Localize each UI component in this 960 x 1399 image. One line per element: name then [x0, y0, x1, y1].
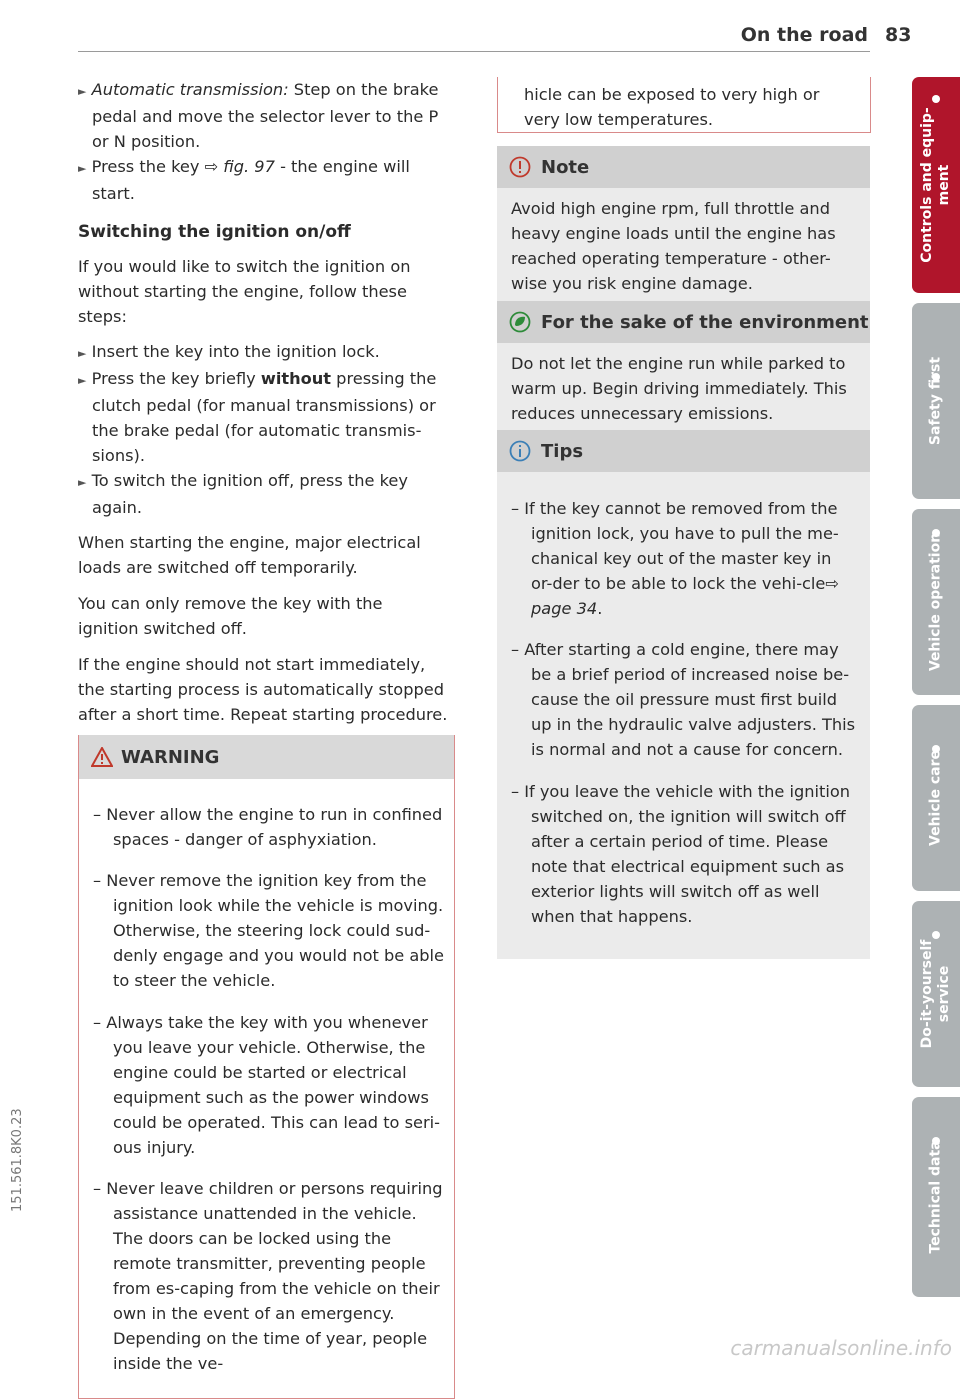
bullet-triangle-icon: ►	[78, 347, 87, 360]
left-column	[78, 77, 448, 727]
list-item: – If you leave the vehicle with the ignition switched on, the ignition will switch off after a certain period of time. Please note that electrical equipment such as exterior lights will switch off as well when that happens.	[511, 781, 851, 926]
list-item: – Always take the key with you whenever you leave your vehicle. Otherwise, the engine could be started or electrical equipment such as the power windows could be operated. This can lead to seri-ous injury.	[93, 1012, 440, 1157]
leaf-circle-icon	[509, 311, 531, 333]
header-rule	[78, 51, 870, 52]
side-tab-label: Do-it-yourself service	[919, 939, 952, 1049]
list-item: ► Automatic transmission: Step on the brake pedal and move the selector lever to the P or N position.	[78, 80, 439, 151]
environment-box	[497, 301, 870, 436]
warning-body	[79, 779, 454, 1398]
note-title: Note	[541, 156, 590, 178]
page-number: 83	[885, 24, 912, 46]
side-tab-label: Controls and equip-ment	[919, 107, 952, 263]
tips-header	[497, 430, 870, 472]
paragraph: You can only remove the key with the ignition switched off.	[78, 594, 383, 638]
warning-title: WARNING	[121, 746, 220, 768]
bullet-triangle-icon: ►	[78, 162, 87, 175]
environment-body: Do not let the engine run while parked to warm up. Begin driving immediately. This reduces unnecessary emissions.	[497, 343, 870, 436]
side-tab-label: Vehicle operation	[927, 532, 944, 672]
page-reference-link[interactable]: ⇨ page 34	[531, 574, 839, 619]
side-tab-vehicle-operation[interactable]	[912, 509, 960, 695]
list-item: – Never remove the ignition key from the ignition look while the vehicle is moving. Otherwise, the steering lock could sud-denly engage and you would not be able to steer the vehicle.	[93, 871, 445, 991]
side-tab-label: Vehicle care	[927, 750, 944, 846]
side-tab-controls[interactable]	[912, 77, 960, 293]
note-box	[497, 146, 870, 306]
note-header	[497, 146, 870, 188]
side-tab-label: Safety first	[927, 356, 944, 446]
side-tab-label: Technical data	[927, 1140, 944, 1254]
side-tab-safety[interactable]	[912, 303, 960, 499]
warning-triangle-icon	[91, 747, 113, 767]
bullet-triangle-icon: ►	[78, 476, 87, 489]
list-item: – If the key cannot be removed from the ignition lock, you have to pull the me-chanical key out of the master key in or-der to be able to lock the vehi-cle⇨ page 34.	[511, 499, 839, 619]
side-tab-vehicle-care[interactable]	[912, 705, 960, 891]
bullet-triangle-icon: ►	[78, 374, 87, 387]
paragraph: When starting the engine, major electrical loads are switched off temporarily.	[78, 533, 421, 577]
exclamation-circle-icon	[509, 156, 531, 178]
paragraph: If you would like to switch the ignition on without starting the engine, follow these steps:	[78, 257, 411, 326]
section-title: On the road	[740, 24, 868, 46]
figure-reference-link[interactable]: ⇨ fig. 97	[204, 157, 275, 176]
tips-box	[497, 430, 870, 959]
side-tab-do-it-yourself[interactable]	[912, 901, 960, 1087]
side-tab-technical-data[interactable]	[912, 1097, 960, 1297]
info-circle-icon	[509, 440, 531, 462]
warning-header	[79, 735, 454, 779]
list-item: ► Press the key briefly without pressing the clutch pedal (for manual transmissions) or the brake pedal (for automatic transmis-sions).	[78, 369, 437, 465]
list-item: – After starting a cold engine, there may be a brief period of increased noise be-cause the oil pressure must first build up in the hydraulic valve adjusters. This is normal and not a cause for concern.	[511, 640, 856, 760]
environment-title: For the sake of the environment	[541, 311, 869, 333]
warning-box	[78, 735, 455, 1399]
note-body: Avoid high engine rpm, full throttle and heavy engine loads until the engine has reached operating temperature - other-wise you risk engine damage.	[497, 188, 870, 306]
list-item: – Never allow the engine to run in confined spaces - danger of asphyxiation.	[93, 805, 443, 850]
warning-continued-box	[497, 77, 871, 133]
list-item: ► Insert the key into the ignition lock.	[78, 342, 380, 361]
list-item: – Never leave children or persons requiring assistance unattended in the vehicle. The doors can be locked using the remote transmitter, preventing people from es-caping from the vehicle on their own in the event of an emergency. Depending on the time of year, people inside the ve-	[93, 1178, 443, 1373]
bullet-triangle-icon: ►	[78, 85, 87, 98]
list-item: ► Press the key ⇨ fig. 97 - the engine will start.	[78, 157, 410, 203]
paragraph: If the engine should not start immediately, the starting process is automatically stopped after a short time. Repeat starting procedure.	[78, 655, 448, 724]
list-item: ► To switch the ignition off, press the key again.	[78, 471, 408, 517]
environment-header	[497, 301, 870, 343]
section-heading: Switching the ignition on/off	[78, 222, 351, 242]
tips-body	[497, 472, 870, 959]
paragraph: hicle can be exposed to very high or very low temperatures.	[524, 85, 820, 129]
tips-title: Tips	[541, 440, 584, 462]
document-code: 151.561.8K0.23	[10, 1108, 25, 1212]
footer-watermark: carmanualsonline.info	[730, 1336, 952, 1360]
